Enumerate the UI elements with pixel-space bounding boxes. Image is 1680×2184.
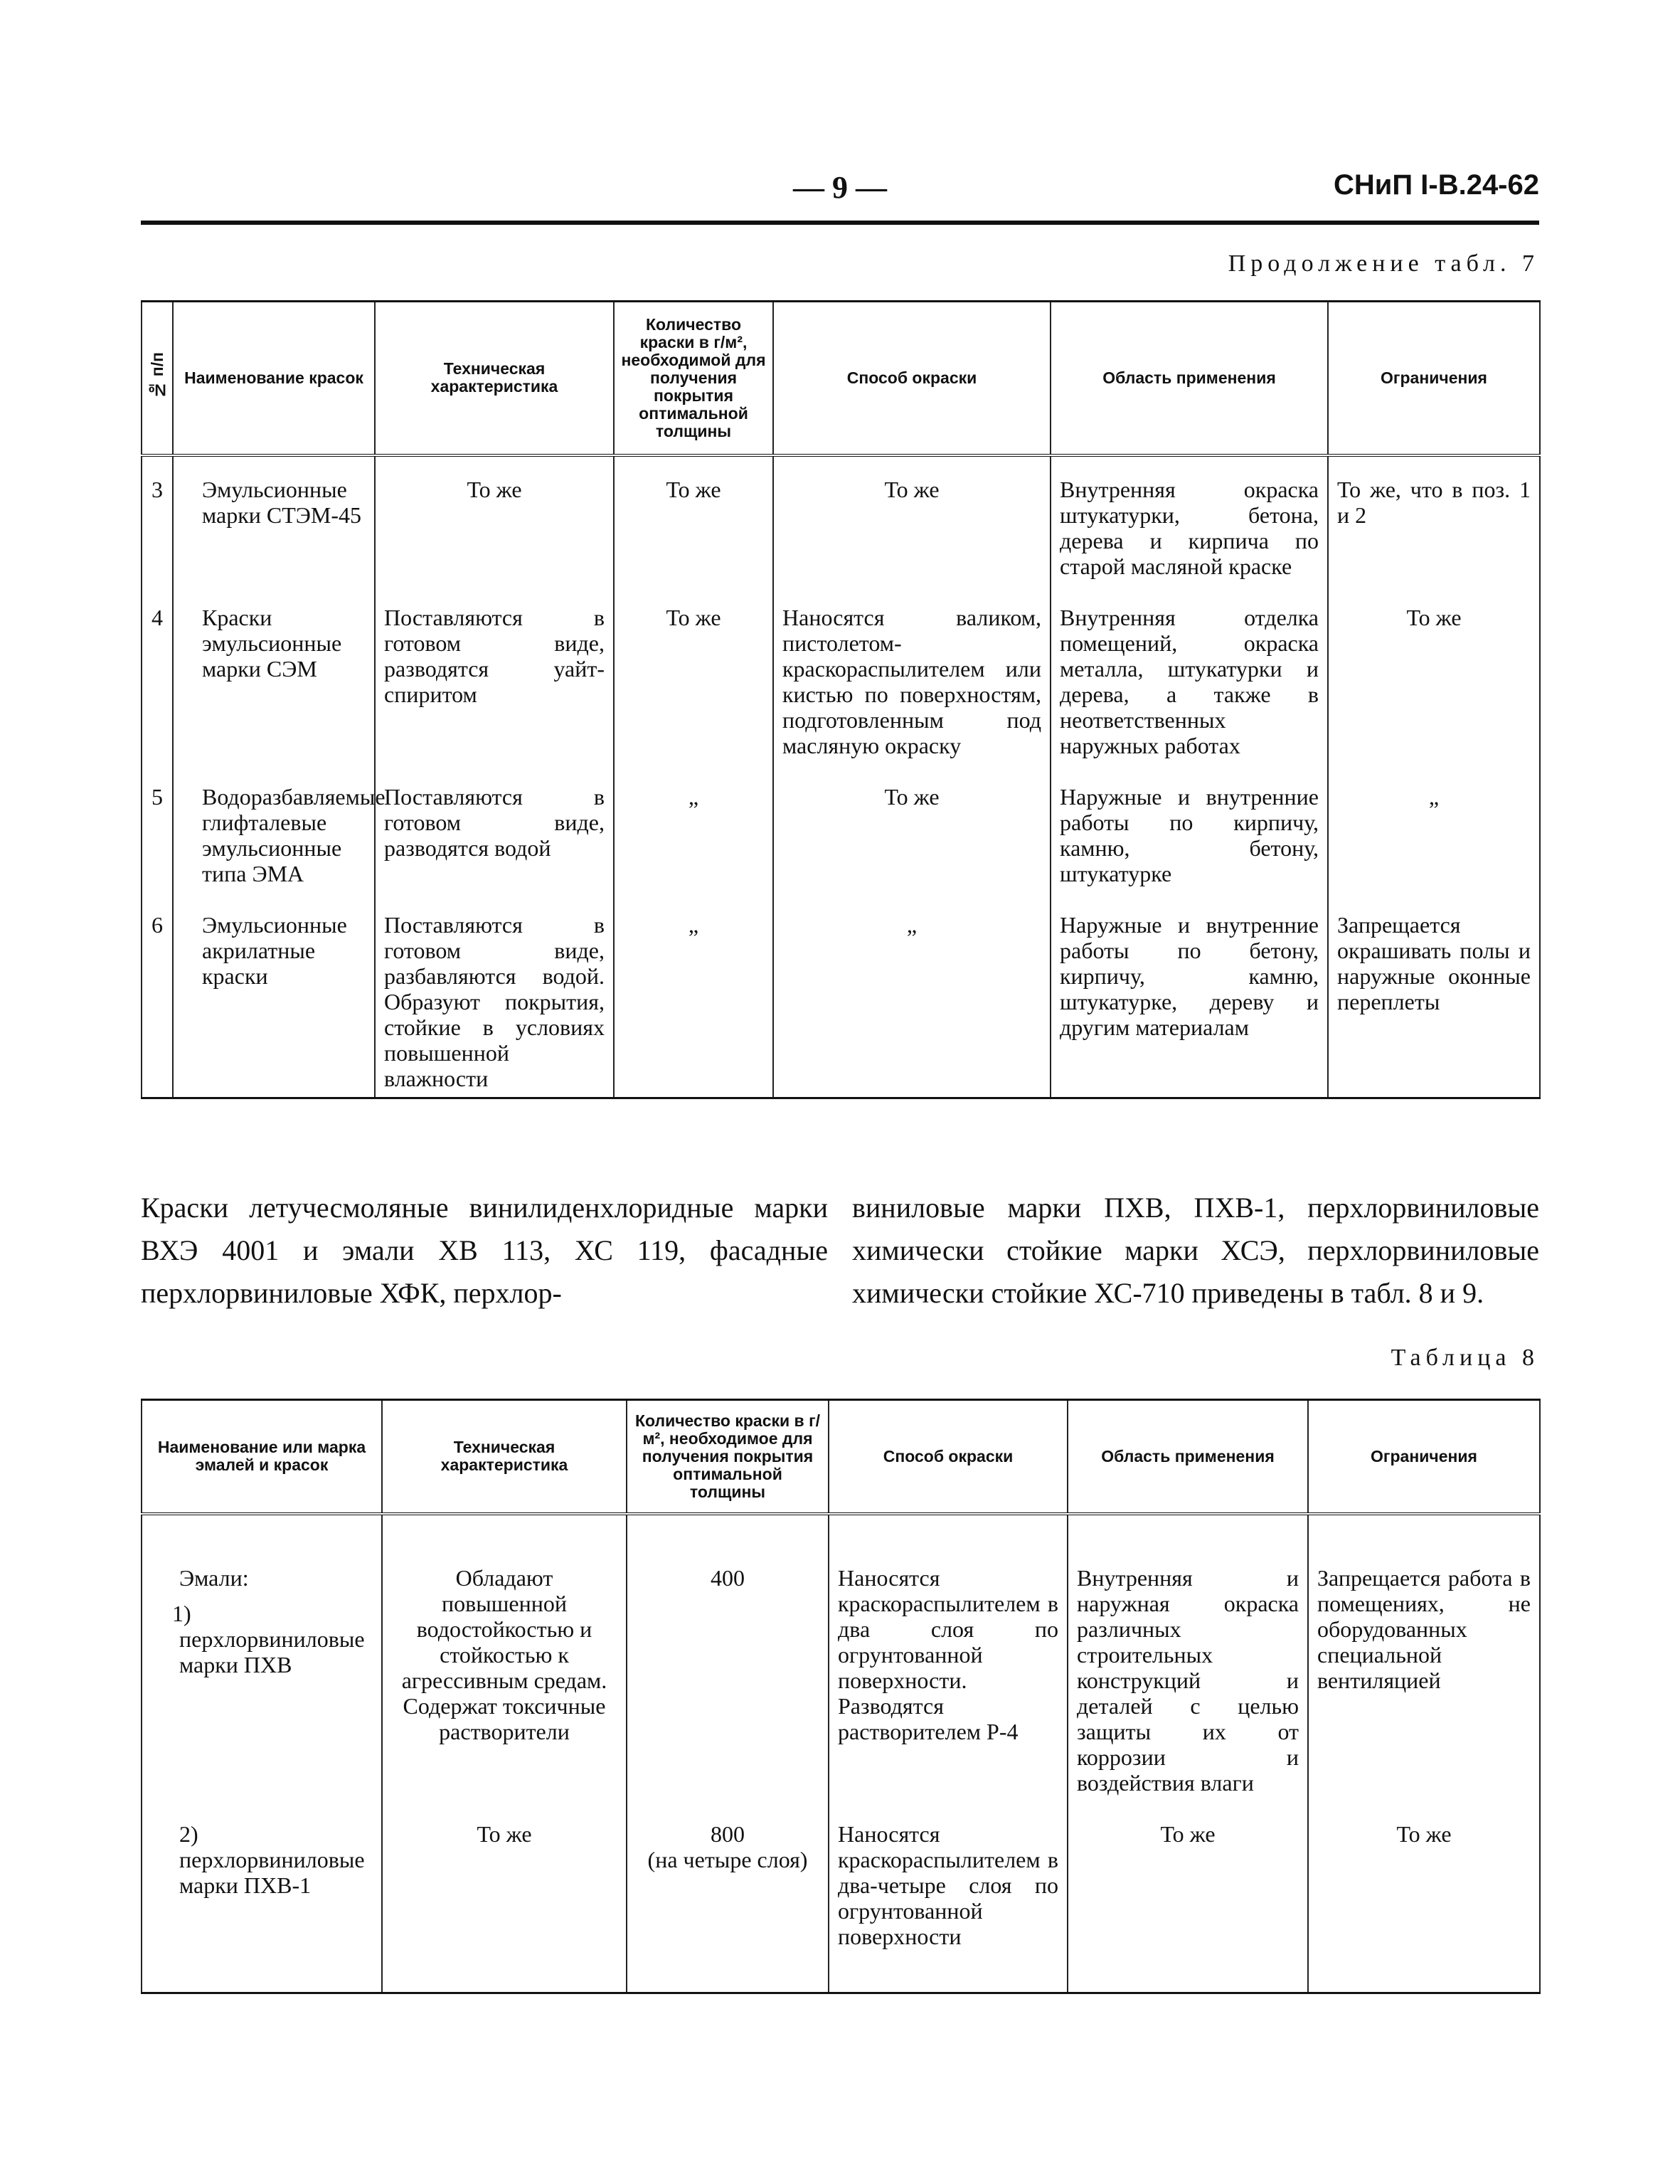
limitations: То же, что в поз. 1 и 2 (1328, 455, 1540, 585)
application-area: Внутренняя отделка помещений, окраска металла, штукатурки и дерева, а также в неответственных наружных работах (1051, 585, 1328, 764)
tech-characteristic: То же (382, 1801, 627, 1993)
table-row (142, 1801, 1540, 1993)
painting-method: То же (773, 455, 1051, 585)
table-8 (141, 1399, 1541, 1994)
application-area: То же (1068, 1801, 1308, 1993)
painting-method: Наносятся краскораспылителем в два-четыре слоя по огрунтованной поверхности (829, 1801, 1068, 1993)
application-area: Внутренняя окраска штукатурки, бетона, дерева и кирпича по старой масляной краске (1051, 455, 1328, 585)
row-num: 6 (142, 892, 173, 1098)
table-row (142, 764, 1540, 892)
paint-name: Краски эмульсионные марки СЭМ (173, 585, 375, 764)
page-header (141, 169, 1539, 212)
header-name: Наименование или марка эмалей и красок (142, 1400, 382, 1514)
header-tech: Техническая характеристика (382, 1400, 627, 1514)
paint-quantity: „ (614, 764, 773, 892)
application-area: Наружные и внутренние работы по бетону, кирпичу, камню, штукатурке, дереву и другим материалам (1051, 892, 1328, 1098)
header-method: Способ окраски (773, 302, 1051, 455)
table-row (142, 892, 1540, 1098)
enamel-name-cell (142, 1801, 382, 1993)
table-row (142, 1514, 1540, 1801)
table7-caption: Продолжение табл. 7 (1228, 250, 1539, 277)
table8-header-row (142, 1400, 1540, 1514)
paint-quantity (627, 1801, 829, 1993)
header-area: Область применения (1068, 1400, 1308, 1514)
header-name: Наименование красок (173, 302, 375, 455)
header-tech: Техническая характеристика (375, 302, 614, 455)
painting-method: Наносятся валиком, пистолетом-краскораспылителем или кистью по поверхностям, подготовленным под масляную окраску (773, 585, 1051, 764)
table-row (142, 455, 1540, 585)
enamel-name: 2) перхлорвиниловые марки ПХВ-1 (179, 1820, 365, 1898)
header-num: № п/п (147, 352, 166, 401)
intro-paragraph-right: виниловые марки ПХВ, ПХВ-1, перхлорвиниловые химически стойкие марки ХСЭ, перхлорвиниловые химически стойкие ХС-710 приведены в табл. 8 и 9. (852, 1192, 1539, 1309)
document-code: СНиП I-В.24-62 (1334, 169, 1539, 201)
table7-header-row (142, 302, 1540, 455)
painting-method: То же (773, 764, 1051, 892)
paint-name: Эмульсионные акрилатные краски (173, 892, 375, 1098)
application-area: Внутренняя и наружная окраска различных строительных конструкций и деталей с целью защиты их от коррозии и воздействия влаги (1068, 1514, 1308, 1801)
limitations: „ (1328, 764, 1540, 892)
limitations: То же (1328, 585, 1540, 764)
header-limits: Ограничения (1308, 1400, 1540, 1514)
limitations: Запрещается работа в помещениях, не оборудованных специальной вентиляцией (1308, 1514, 1540, 1801)
tech-characteristic: Поставляются в готовом виде, разводятся водой (375, 764, 614, 892)
header-area: Область применения (1051, 302, 1328, 455)
enamel-name-cell (142, 1514, 382, 1801)
painting-method: „ (773, 892, 1051, 1098)
group-label: Эмали: (179, 1564, 249, 1591)
enamel-name: 1) перхлорвиниловые марки ПХВ (172, 1600, 365, 1677)
tech-characteristic: То же (375, 455, 614, 585)
quantity-note: (на четыре слоя) (647, 1846, 808, 1872)
header-limits: Ограничения (1328, 302, 1540, 455)
quantity-value: 800 (711, 1820, 745, 1847)
table8-caption: Таблица 8 (1391, 1345, 1539, 1371)
tech-characteristic: Обладают повышенной водостойкостью и стойкостью к агрессивным средам. Содержат токсичные растворители (382, 1514, 627, 1801)
intro-paragraph-left: Краски летучесмоляные винилиденхлоридные марки ВХЭ 4001 и эмали ХВ 113, ХС 119, фасадные перхлорвиниловые ХФК, перхлор- (141, 1192, 828, 1309)
row-num: 5 (142, 764, 173, 892)
quantity-value: 400 (711, 1564, 745, 1591)
row-num: 4 (142, 585, 173, 764)
tech-characteristic: Поставляются в готовом виде, разводятся уайт-спиритом (375, 585, 614, 764)
paint-quantity: То же (614, 585, 773, 764)
row-num: 3 (142, 455, 173, 585)
header-qty: Количество краски в г/м², необходимой для получения покрытия оптимальной толщины (614, 302, 773, 455)
painting-method: Наносятся краскораспылителем в два слоя по огрунтованной поверхности. Разводятся растворителем Р-4 (829, 1514, 1068, 1801)
paint-quantity: То же (614, 455, 773, 585)
page-number: — 9 — (793, 170, 887, 205)
header-method: Способ окраски (829, 1400, 1068, 1514)
paint-name: Водоразбавляемые глифталевые эмульсионные типа ЭМА (173, 764, 375, 892)
limitations: То же (1308, 1801, 1540, 1993)
table-row (142, 585, 1540, 764)
header-rule (141, 221, 1539, 225)
application-area: Наружные и внутренние работы по кирпичу, камню, бетону, штукатурке (1051, 764, 1328, 892)
tech-characteristic: Поставляются в готовом виде, разбавляются водой. Образуют покрытия, стойкие в условиях повышенной влажности (375, 892, 614, 1098)
paint-name: Эмульсионные марки СТЭМ-45 (173, 455, 375, 585)
limitations: Запрещается окрашивать полы и наружные оконные переплеты (1328, 892, 1540, 1098)
paint-quantity (627, 1514, 829, 1801)
paint-quantity: „ (614, 892, 773, 1098)
header-qty: Количество краски в г/м², необходимое для получения покрытия оптимальной толщины (627, 1400, 829, 1514)
table-7 (141, 300, 1541, 1099)
